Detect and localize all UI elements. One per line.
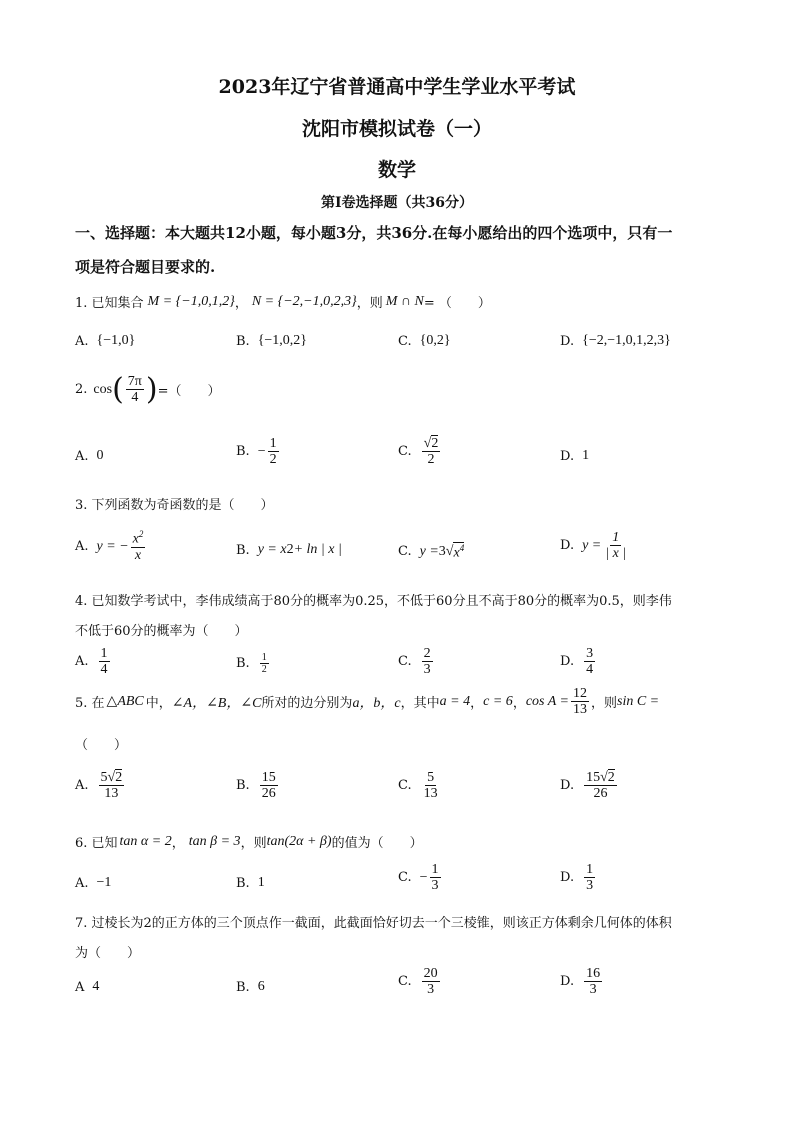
question-4-line-1: 4. 已知数学考试中，李伟成绩高于80分的概率为0.25，不低于60分且不高于80分的概率为0.5，则李伟 [75, 594, 672, 609]
q1-option-d: D. {−2,−1,0,1,2,3} [560, 333, 671, 349]
q7-option-d: D. $\frac{16}{3}$ [560, 966, 601, 998]
q6-option-b: B. 1 [236, 875, 265, 891]
exam-title: 2023年辽宁省普通高中学生学业水平考试 [218, 76, 576, 98]
q1-set-n: N = {−2,−1,0,2,3} [251, 293, 357, 309]
question-6: 6. 已知 tan α = 2 ， tan β = 3 ，则 tan(2α + β) 的值为（ ） [75, 833, 423, 851]
question-3: 3. 下列函数为奇函数的是（ ） [75, 498, 274, 513]
q1-sep: ， [234, 296, 248, 311]
q1-option-b: B. {−1,0,2} [236, 333, 308, 349]
q3-option-c: C. y = 3 √ $x^4$ [398, 543, 465, 561]
instructions-line-1: 一、选择题：本大题共12小题，每小题3分，共36分.在每小愿给出的四个选项中，只有一 [75, 224, 673, 242]
q6-option-c: C. − $\frac{1}{3}$ [398, 862, 439, 894]
part-heading: 第Ⅰ卷选择题（共36分） [320, 195, 474, 211]
question-5: 5. 在 △ABC 中， ∠A，∠B，∠C 所对的边分别为 a，b，c ，其中 a = 4 ， c = 6 ， cos A = $\frac{12}{13}$ ，则 sin C = [75, 686, 660, 718]
question-7-line-2: 为（ ） [75, 946, 141, 961]
q3-option-a: A. y = − $\frac{x^2}{x}$ [75, 529, 144, 564]
q4-option-b: B. $\frac{1}{2}$ [236, 652, 267, 675]
q4-option-d: D. $\frac{3}{4}$ [560, 646, 594, 678]
q6-option-a: A. −1 [75, 875, 112, 891]
q3-option-b: B. y = x 2 + ln | x | [236, 542, 342, 558]
q5-option-a: A. $\frac{5√2}{13}$ [75, 770, 123, 802]
question-2: 2. cos ( $\frac{7\pi}{4}$ ) =（ ） [75, 372, 221, 407]
q4-option-a: A. $\frac{1}{4}$ [75, 646, 108, 678]
q1-text-b: ，则 [356, 296, 383, 311]
q1-set-m: M = {−1,0,1,2} [147, 293, 235, 309]
q2-option-d: D. 1 [560, 448, 590, 464]
question-7-line-1: 7. 过棱长为2的正方体的三个顶点作一截面，此截面恰好切去一个三棱锥，则该正方体剩余几何体的体积 [75, 916, 672, 931]
q6-option-d: D. $\frac{1}{3}$ [560, 862, 594, 894]
q7-option-c: C. $\frac{20}{3}$ [398, 966, 438, 998]
q4-option-c: C. $\frac{2}{3}$ [398, 646, 431, 678]
q2-option-a: A. 0 [75, 448, 104, 464]
q7-option-b: B. 6 [236, 979, 265, 995]
q1-expr: M ∩ N [385, 293, 424, 309]
instructions-line-2: 项是符合题目要求的. [75, 258, 216, 276]
q5-option-c: C. $\frac{5}{13}$ [398, 770, 438, 802]
q1-option-a: A. {−1,0} [75, 333, 136, 349]
q1-option-c: C. {0,2} [398, 333, 451, 349]
q5-option-d: D. $\frac{15√2}{26}$ [560, 770, 615, 802]
q1-text: 1. 已知集合 [75, 296, 144, 311]
q7-option-a: A 4 [75, 979, 100, 995]
q3-option-d: D. y = $\frac{1}{| x |}$ [560, 530, 627, 562]
question-1 [75, 292, 491, 311]
q2-option-b: B. − $\frac{1}{2}$ [236, 436, 277, 468]
exam-subtitle: 沈阳市模拟试卷（一） [301, 118, 492, 140]
question-4-line-2: 不低于60分的概率为（ ） [75, 624, 248, 639]
question-5-line-2: （ ） [75, 738, 128, 753]
q2-option-c: C. $\frac{√2}{2}$ [398, 436, 439, 468]
q5-option-b: B. $\frac{15}{26}$ [236, 770, 276, 802]
q1-tail: = （ ） [423, 296, 491, 311]
subject-title: 数学 [377, 159, 416, 181]
